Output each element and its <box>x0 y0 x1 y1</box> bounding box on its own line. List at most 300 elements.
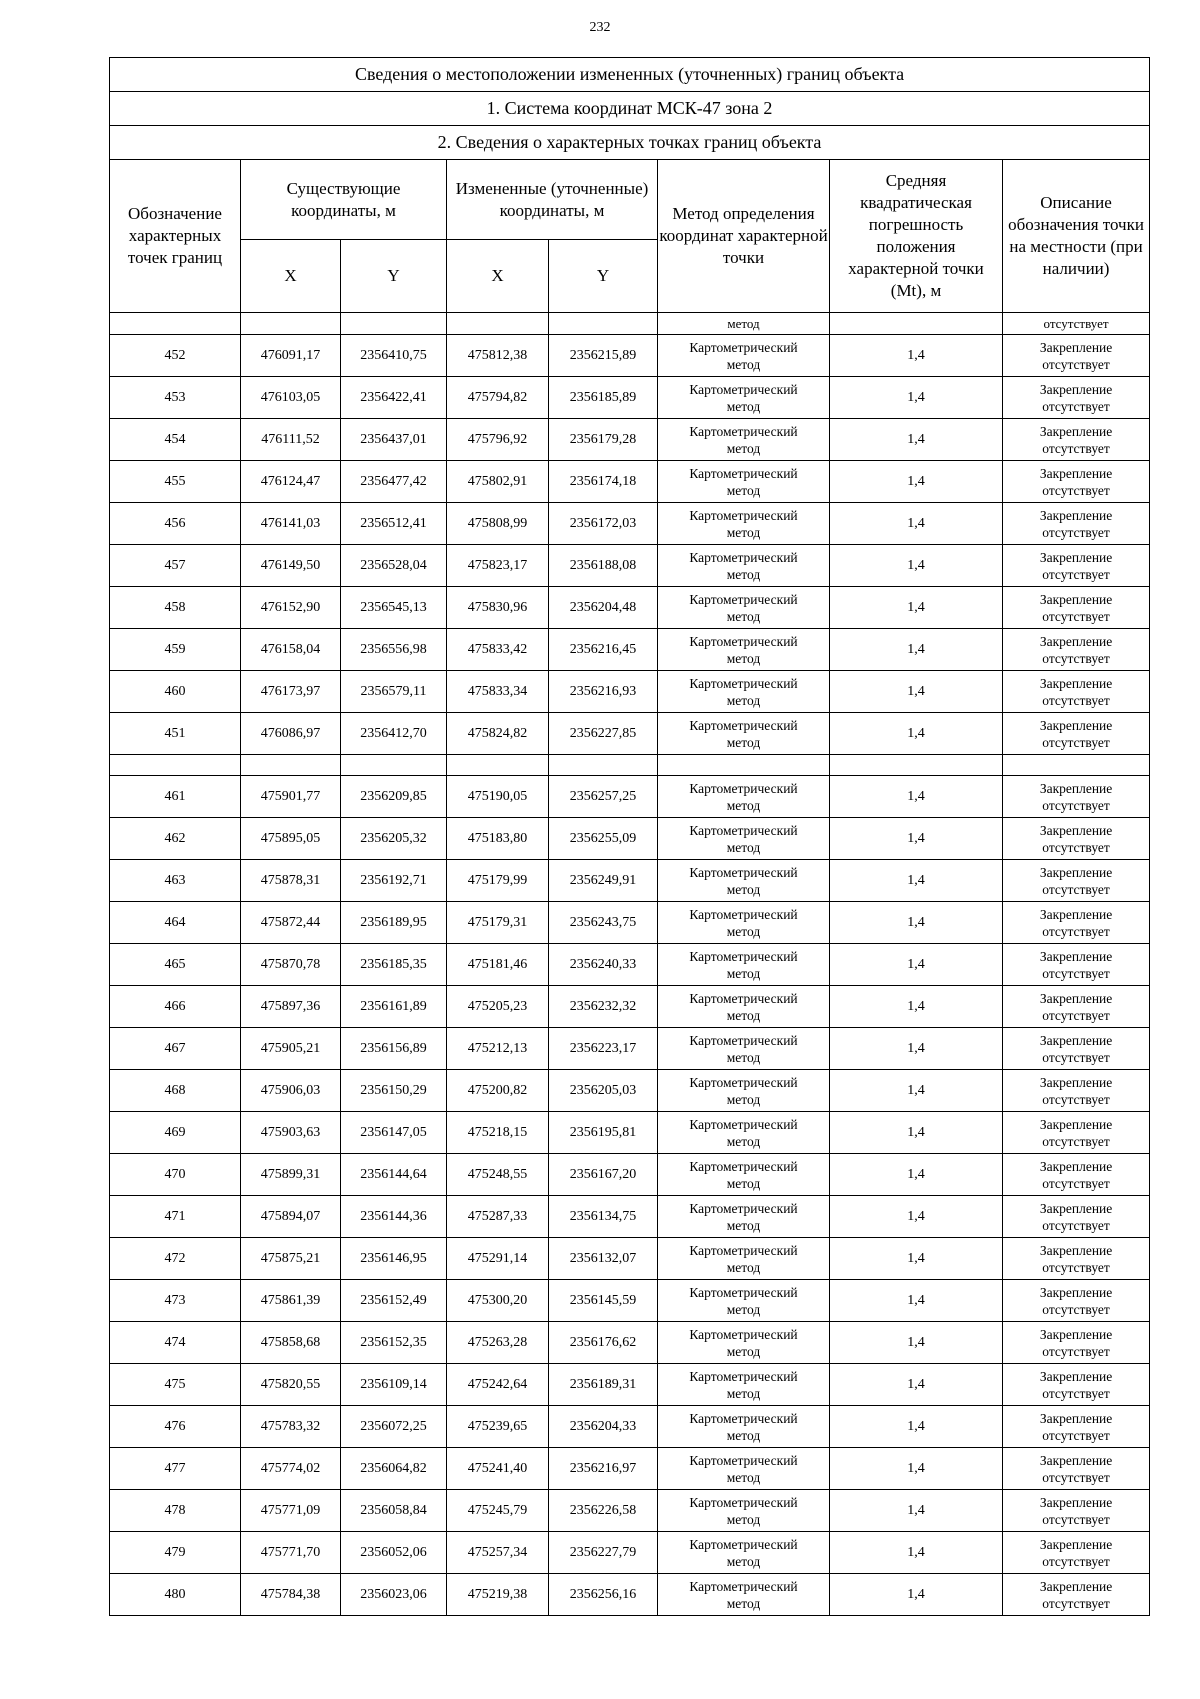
point-id-cell: 451 <box>110 713 241 755</box>
error-cell: 1,4 <box>830 944 1003 986</box>
point-id-cell: 472 <box>110 1238 241 1280</box>
existing-x-cell: 476091,17 <box>241 335 341 377</box>
description-line-2: отсутствует <box>1042 923 1110 939</box>
table-row <box>110 1490 1150 1532</box>
table-row <box>110 671 1150 713</box>
method-line-1: Картометрический <box>689 1452 798 1468</box>
existing-y-cell: 2356023,06 <box>341 1574 447 1616</box>
description-line-1: Закрепление <box>1039 864 1113 880</box>
existing-x-cell: 475875,21 <box>241 1238 341 1280</box>
description-cell <box>1003 1154 1150 1196</box>
point-id-cell: 463 <box>110 860 241 902</box>
method-cell <box>658 503 830 545</box>
description-line-1: Закрепление <box>1039 1032 1113 1048</box>
method-line-1: Картометрический <box>689 423 798 439</box>
empty-cell <box>658 755 830 776</box>
method-line-1: Картометрический <box>689 1158 798 1174</box>
point-id-cell: 469 <box>110 1112 241 1154</box>
empty-cell <box>1003 755 1150 776</box>
changed-y-cell: 2356185,89 <box>549 377 658 419</box>
description-cell <box>1003 545 1150 587</box>
section-row <box>110 126 1150 160</box>
method-cell <box>658 419 830 461</box>
table-row <box>110 1532 1150 1574</box>
description-line-2: отсутствует <box>1042 734 1110 750</box>
description-line-2: отсутствует <box>1042 650 1110 666</box>
method-line-1: Картометрический <box>689 1242 798 1258</box>
empty-cell <box>341 755 447 776</box>
point-id-cell: 466 <box>110 986 241 1028</box>
error-cell: 1,4 <box>830 1448 1003 1490</box>
table-row <box>110 1322 1150 1364</box>
description-line-1: Закрепление <box>1039 465 1113 481</box>
method-line-2: метод <box>726 923 761 939</box>
changed-y-cell: 2356132,07 <box>549 1238 658 1280</box>
method-line-1: Картометрический <box>689 1578 798 1594</box>
error-cell: 1,4 <box>830 671 1003 713</box>
description-line-1: Закрепление <box>1039 1326 1113 1342</box>
changed-x-cell: 475212,13 <box>447 1028 549 1070</box>
error-cell: 1,4 <box>830 461 1003 503</box>
point-id-cell: 473 <box>110 1280 241 1322</box>
existing-x-cell: 475895,05 <box>241 818 341 860</box>
changed-y-cell: 2356227,85 <box>549 713 658 755</box>
method-cell <box>658 377 830 419</box>
method-line-2: метод <box>726 1007 761 1023</box>
description-cell <box>1003 377 1150 419</box>
existing-y-cell: 2356556,98 <box>341 629 447 671</box>
description-line-1: Закрепление <box>1039 1158 1113 1174</box>
header-existing-coordinates: Существующие координаты, м <box>241 160 447 240</box>
table-row <box>110 1406 1150 1448</box>
method-line-1: Картометрический <box>689 381 798 397</box>
method-line-2: метод <box>726 1469 761 1485</box>
error-cell: 1,4 <box>830 1070 1003 1112</box>
method-line-1: Картометрический <box>689 507 798 523</box>
description-line-2: отсутствует <box>1042 881 1110 897</box>
method-line-2: метод <box>726 692 761 708</box>
existing-x-cell: 475771,09 <box>241 1490 341 1532</box>
description-line-1: Закрепление <box>1039 906 1113 922</box>
existing-x-cell: 476149,50 <box>241 545 341 587</box>
table-row <box>110 377 1150 419</box>
existing-x-cell: 475878,31 <box>241 860 341 902</box>
table-row <box>110 713 1150 755</box>
description-cell <box>1003 1322 1150 1364</box>
description-line-1: Закрепление <box>1039 675 1113 691</box>
continuation-cell <box>549 313 658 335</box>
method-line-2: метод <box>726 1385 761 1401</box>
error-cell: 1,4 <box>830 419 1003 461</box>
changed-y-cell: 2356256,16 <box>549 1574 658 1616</box>
method-line-1: Картометрический <box>689 717 798 733</box>
existing-y-cell: 2356052,06 <box>341 1532 447 1574</box>
table-row <box>110 944 1150 986</box>
changed-y-cell: 2356216,45 <box>549 629 658 671</box>
changed-x-cell: 475824,82 <box>447 713 549 755</box>
table-row <box>110 1028 1150 1070</box>
existing-y-cell: 2356185,35 <box>341 944 447 986</box>
existing-x-cell: 475771,70 <box>241 1532 341 1574</box>
table-body <box>110 58 1150 1616</box>
description-cell <box>1003 1448 1150 1490</box>
description-line-2: отсутствует <box>1042 398 1110 414</box>
point-id-cell: 477 <box>110 1448 241 1490</box>
changed-x-cell: 475239,65 <box>447 1406 549 1448</box>
description-cell <box>1003 818 1150 860</box>
table-row <box>110 902 1150 944</box>
method-line-2: метод <box>726 1175 761 1191</box>
description-line-2: отсутствует <box>1042 797 1110 813</box>
method-line-2: метод <box>726 1091 761 1107</box>
existing-y-cell: 2356144,64 <box>341 1154 447 1196</box>
header-changed-x: X <box>447 240 549 313</box>
error-cell: 1,4 <box>830 776 1003 818</box>
table-row <box>110 545 1150 587</box>
error-cell: 1,4 <box>830 377 1003 419</box>
existing-x-cell: 475783,32 <box>241 1406 341 1448</box>
continuation-description: отсутствует <box>1003 313 1150 335</box>
changed-y-cell: 2356216,93 <box>549 671 658 713</box>
changed-x-cell: 475833,34 <box>447 671 549 713</box>
table-row <box>110 461 1150 503</box>
changed-x-cell: 475823,17 <box>447 545 549 587</box>
error-cell: 1,4 <box>830 1280 1003 1322</box>
method-cell <box>658 1490 830 1532</box>
method-cell <box>658 1532 830 1574</box>
error-cell: 1,4 <box>830 1574 1003 1616</box>
point-id-cell: 467 <box>110 1028 241 1070</box>
method-line-2: метод <box>726 524 761 540</box>
changed-x-cell: 475179,31 <box>447 902 549 944</box>
table-row <box>110 818 1150 860</box>
existing-y-cell: 2356412,70 <box>341 713 447 755</box>
changed-x-cell: 475257,34 <box>447 1532 549 1574</box>
existing-x-cell: 476086,97 <box>241 713 341 755</box>
description-line-2: отсутствует <box>1042 1175 1110 1191</box>
table-row <box>110 1112 1150 1154</box>
method-line-2: метод <box>726 356 761 372</box>
changed-y-cell: 2356204,33 <box>549 1406 658 1448</box>
separator-row <box>110 755 1150 776</box>
continuation-row <box>110 313 1150 335</box>
method-line-2: метод <box>726 839 761 855</box>
changed-x-cell: 475300,20 <box>447 1280 549 1322</box>
changed-x-cell: 475183,80 <box>447 818 549 860</box>
existing-x-cell: 475903,63 <box>241 1112 341 1154</box>
description-line-1: Закрепление <box>1039 1284 1113 1300</box>
header-description: Описание обозначения точки на местности (при наличии) <box>1003 160 1150 313</box>
description-cell <box>1003 1196 1150 1238</box>
existing-y-cell: 2356156,89 <box>341 1028 447 1070</box>
method-line-1: Картометрический <box>689 549 798 565</box>
method-line-1: Картометрический <box>689 990 798 1006</box>
changed-x-cell: 475287,33 <box>447 1196 549 1238</box>
table-title: Сведения о местоположении измененных (уточненных) границ объекта <box>110 58 1150 92</box>
table-row <box>110 1070 1150 1112</box>
empty-cell <box>110 755 241 776</box>
changed-y-cell: 2356204,48 <box>549 587 658 629</box>
error-cell: 1,4 <box>830 1196 1003 1238</box>
method-line-1: Картометрический <box>689 1410 798 1426</box>
description-cell <box>1003 335 1150 377</box>
coordinate-system: 1. Система координат МСК-47 зона 2 <box>110 92 1150 126</box>
header-error: Средняя квадратическая погрешность положения характерной точки (Mt), м <box>830 160 1003 313</box>
method-line-2: метод <box>726 1553 761 1569</box>
description-cell <box>1003 1028 1150 1070</box>
error-cell: 1,4 <box>830 1112 1003 1154</box>
existing-y-cell: 2356152,35 <box>341 1322 447 1364</box>
description-line-1: Закрепление <box>1039 990 1113 1006</box>
existing-y-cell: 2356437,01 <box>341 419 447 461</box>
method-line-2: метод <box>726 566 761 582</box>
description-line-2: отсутствует <box>1042 1007 1110 1023</box>
changed-y-cell: 2356255,09 <box>549 818 658 860</box>
method-line-2: метод <box>726 881 761 897</box>
table-row <box>110 503 1150 545</box>
existing-y-cell: 2356579,11 <box>341 671 447 713</box>
method-line-2: метод <box>726 1217 761 1233</box>
continuation-cell <box>110 313 241 335</box>
point-id-cell: 479 <box>110 1532 241 1574</box>
description-cell <box>1003 1574 1150 1616</box>
method-line-1: Картометрический <box>689 1494 798 1510</box>
method-line-2: метод <box>726 965 761 981</box>
method-cell <box>658 1154 830 1196</box>
point-id-cell: 475 <box>110 1364 241 1406</box>
description-cell <box>1003 1490 1150 1532</box>
point-id-cell: 458 <box>110 587 241 629</box>
method-line-1: Картометрический <box>689 1200 798 1216</box>
method-line-2: метод <box>726 1049 761 1065</box>
method-cell <box>658 1070 830 1112</box>
point-id-cell: 459 <box>110 629 241 671</box>
existing-y-cell: 2356072,25 <box>341 1406 447 1448</box>
description-line-2: отсутствует <box>1042 440 1110 456</box>
changed-y-cell: 2356179,28 <box>549 419 658 461</box>
changed-y-cell: 2356167,20 <box>549 1154 658 1196</box>
description-line-2: отсутствует <box>1042 1595 1110 1611</box>
table-row <box>110 335 1150 377</box>
description-line-1: Закрепление <box>1039 1578 1113 1594</box>
error-cell: 1,4 <box>830 713 1003 755</box>
description-line-1: Закрепление <box>1039 1494 1113 1510</box>
existing-y-cell: 2356147,05 <box>341 1112 447 1154</box>
header-method: Метод определения координат характерной точки <box>658 160 830 313</box>
method-line-2: метод <box>726 1511 761 1527</box>
point-id-cell: 456 <box>110 503 241 545</box>
existing-y-cell: 2356512,41 <box>341 503 447 545</box>
changed-x-cell: 475219,38 <box>447 1574 549 1616</box>
description-line-1: Закрепление <box>1039 1368 1113 1384</box>
existing-x-cell: 476103,05 <box>241 377 341 419</box>
error-cell: 1,4 <box>830 503 1003 545</box>
changed-x-cell: 475245,79 <box>447 1490 549 1532</box>
error-cell: 1,4 <box>830 1028 1003 1070</box>
method-line-1: Картометрический <box>689 906 798 922</box>
description-line-2: отсутствует <box>1042 608 1110 624</box>
existing-x-cell: 475906,03 <box>241 1070 341 1112</box>
method-cell <box>658 1322 830 1364</box>
description-line-2: отсутствует <box>1042 1133 1110 1149</box>
table-row <box>110 587 1150 629</box>
description-line-2: отсутствует <box>1042 1301 1110 1317</box>
point-id-cell: 471 <box>110 1196 241 1238</box>
existing-y-cell: 2356205,32 <box>341 818 447 860</box>
existing-x-cell: 476173,97 <box>241 671 341 713</box>
changed-y-cell: 2356205,03 <box>549 1070 658 1112</box>
description-line-2: отсутствует <box>1042 1343 1110 1359</box>
method-line-1: Картометрический <box>689 1368 798 1384</box>
description-line-1: Закрепление <box>1039 381 1113 397</box>
error-cell: 1,4 <box>830 818 1003 860</box>
method-cell <box>658 944 830 986</box>
description-cell <box>1003 671 1150 713</box>
method-cell <box>658 713 830 755</box>
description-line-1: Закрепление <box>1039 1452 1113 1468</box>
changed-x-cell: 475242,64 <box>447 1364 549 1406</box>
existing-x-cell: 475858,68 <box>241 1322 341 1364</box>
existing-y-cell: 2356150,29 <box>341 1070 447 1112</box>
existing-y-cell: 2356152,49 <box>341 1280 447 1322</box>
table-title-row <box>110 58 1150 92</box>
description-line-2: отсутствует <box>1042 1469 1110 1485</box>
changed-x-cell: 475796,92 <box>447 419 549 461</box>
method-line-2: метод <box>726 1301 761 1317</box>
description-cell <box>1003 902 1150 944</box>
header-changed-y: Y <box>549 240 658 313</box>
point-id-cell: 462 <box>110 818 241 860</box>
header-row-1 <box>110 160 1150 240</box>
changed-y-cell: 2356145,59 <box>549 1280 658 1322</box>
error-cell: 1,4 <box>830 587 1003 629</box>
description-line-2: отсутствует <box>1042 356 1110 372</box>
table-row <box>110 1364 1150 1406</box>
coordinates-table <box>109 57 1150 1616</box>
method-line-2: метод <box>726 1343 761 1359</box>
table-row <box>110 629 1150 671</box>
coordinate-system-row <box>110 92 1150 126</box>
error-cell: 1,4 <box>830 629 1003 671</box>
description-line-2: отсутствует <box>1042 1091 1110 1107</box>
method-line-1: Картометрический <box>689 822 798 838</box>
continuation-cell <box>830 313 1003 335</box>
existing-y-cell: 2356528,04 <box>341 545 447 587</box>
description-line-2: отсутствует <box>1042 965 1110 981</box>
existing-y-cell: 2356477,42 <box>341 461 447 503</box>
method-line-1: Картометрический <box>689 1536 798 1552</box>
method-cell <box>658 587 830 629</box>
method-line-2: метод <box>726 1259 761 1275</box>
description-line-2: отсутствует <box>1042 1217 1110 1233</box>
table-row <box>110 1196 1150 1238</box>
description-line-1: Закрепление <box>1039 948 1113 964</box>
description-line-1: Закрепление <box>1039 549 1113 565</box>
description-line-1: Закрепление <box>1039 822 1113 838</box>
header-point: Обозначение характерных точек границ <box>110 160 241 313</box>
table-row <box>110 776 1150 818</box>
method-cell <box>658 986 830 1028</box>
empty-cell <box>241 755 341 776</box>
table-row <box>110 1574 1150 1616</box>
description-cell <box>1003 419 1150 461</box>
changed-x-cell: 475200,82 <box>447 1070 549 1112</box>
description-cell <box>1003 713 1150 755</box>
existing-x-cell: 476124,47 <box>241 461 341 503</box>
method-cell <box>658 1406 830 1448</box>
method-cell <box>658 335 830 377</box>
changed-y-cell: 2356195,81 <box>549 1112 658 1154</box>
description-cell <box>1003 587 1150 629</box>
existing-y-cell: 2356189,95 <box>341 902 447 944</box>
method-cell <box>658 818 830 860</box>
existing-y-cell: 2356109,14 <box>341 1364 447 1406</box>
empty-cell <box>549 755 658 776</box>
description-cell <box>1003 503 1150 545</box>
changed-y-cell: 2356249,91 <box>549 860 658 902</box>
description-line-1: Закрепление <box>1039 717 1113 733</box>
existing-y-cell: 2356146,95 <box>341 1238 447 1280</box>
method-line-2: метод <box>726 1133 761 1149</box>
existing-x-cell: 475774,02 <box>241 1448 341 1490</box>
existing-x-cell: 475872,44 <box>241 902 341 944</box>
point-id-cell: 480 <box>110 1574 241 1616</box>
method-line-1: Картометрический <box>689 633 798 649</box>
table-row <box>110 1448 1150 1490</box>
changed-y-cell: 2356216,97 <box>549 1448 658 1490</box>
method-line-1: Картометрический <box>689 1074 798 1090</box>
description-line-2: отсутствует <box>1042 566 1110 582</box>
description-line-2: отсутствует <box>1042 692 1110 708</box>
existing-x-cell: 476152,90 <box>241 587 341 629</box>
description-line-1: Закрепление <box>1039 1242 1113 1258</box>
existing-x-cell: 476141,03 <box>241 503 341 545</box>
description-cell <box>1003 1070 1150 1112</box>
method-line-2: метод <box>726 440 761 456</box>
error-cell: 1,4 <box>830 1154 1003 1196</box>
error-cell: 1,4 <box>830 1490 1003 1532</box>
point-id-cell: 465 <box>110 944 241 986</box>
method-cell <box>658 776 830 818</box>
point-id-cell: 461 <box>110 776 241 818</box>
method-line-2: метод <box>726 797 761 813</box>
description-line-1: Закрепление <box>1039 1536 1113 1552</box>
method-cell <box>658 1364 830 1406</box>
method-line-2: метод <box>726 650 761 666</box>
method-line-2: метод <box>726 482 761 498</box>
description-line-1: Закрепление <box>1039 1074 1113 1090</box>
changed-x-cell: 475181,46 <box>447 944 549 986</box>
error-cell: 1,4 <box>830 1322 1003 1364</box>
point-id-cell: 454 <box>110 419 241 461</box>
existing-x-cell: 475870,78 <box>241 944 341 986</box>
error-cell: 1,4 <box>830 545 1003 587</box>
changed-x-cell: 475248,55 <box>447 1154 549 1196</box>
empty-cell <box>447 755 549 776</box>
description-line-2: отсутствует <box>1042 1511 1110 1527</box>
point-id-cell: 460 <box>110 671 241 713</box>
page-number: 232 <box>589 20 611 35</box>
existing-y-cell: 2356058,84 <box>341 1490 447 1532</box>
table-row <box>110 419 1150 461</box>
changed-y-cell: 2356189,31 <box>549 1364 658 1406</box>
existing-x-cell: 475784,38 <box>241 1574 341 1616</box>
existing-y-cell: 2356192,71 <box>341 860 447 902</box>
existing-y-cell: 2356144,36 <box>341 1196 447 1238</box>
changed-y-cell: 2356215,89 <box>549 335 658 377</box>
changed-y-cell: 2356223,17 <box>549 1028 658 1070</box>
existing-x-cell: 475820,55 <box>241 1364 341 1406</box>
